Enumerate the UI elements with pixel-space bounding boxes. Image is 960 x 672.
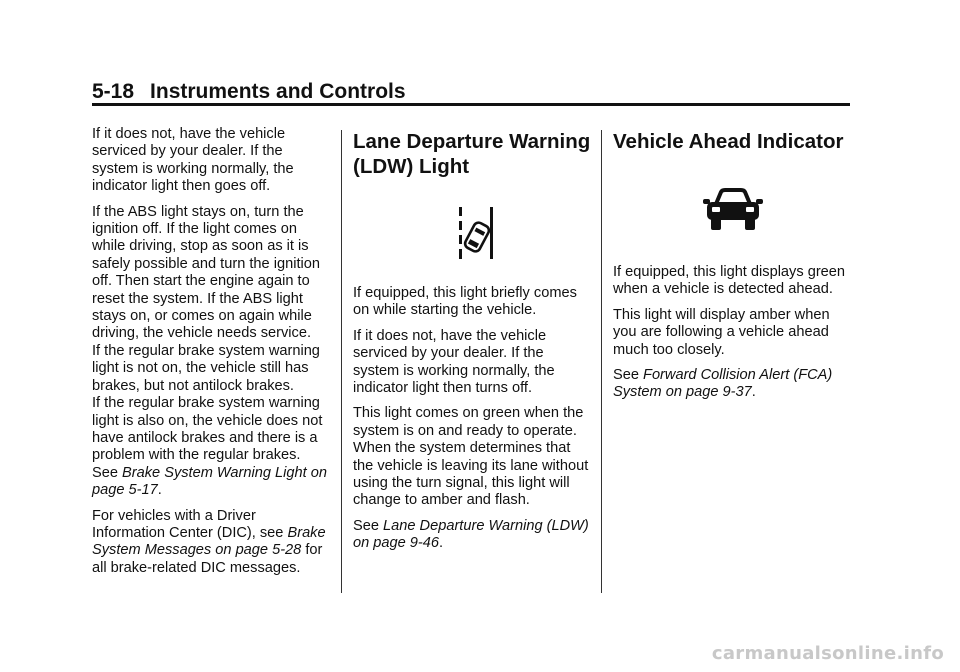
paragraph-text: If the regular brake system warning light is also on, the vehicle does not have antilock brakes and there is a problem with the regular brakes. — [92, 395, 323, 464]
page-header — [92, 80, 406, 104]
paragraph — [613, 367, 853, 402]
punctuation: . — [751, 384, 756, 401]
lane-departure-icon — [353, 205, 593, 261]
paragraph-text: for all brake-related DIC messages. — [92, 542, 323, 576]
paragraph: This light will display amber when you are following a vehicle ahead much too closely. — [613, 306, 830, 358]
punctuation: . — [157, 482, 162, 499]
header-rule — [92, 103, 850, 106]
paragraph: If it does not, have the vehicle serviced by your dealer. If the system is working normally, the indicator light then goes off. — [92, 126, 294, 195]
cross-reference-link[interactable]: Brake System Warning Light on page 5-17 — [92, 464, 327, 499]
paragraph — [353, 518, 593, 553]
punctuation: . — [439, 535, 444, 552]
paragraph-text: For vehicles with a Driver Information Center (DIC), see — [92, 507, 288, 541]
paragraph — [92, 508, 332, 578]
column-divider — [341, 130, 342, 593]
paragraph: If equipped, this light briefly comes on while starting the vehicle. — [353, 285, 577, 319]
cross-reference-link[interactable]: Brake System Messages on page 5-28 — [92, 524, 326, 559]
see-text: See — [92, 464, 123, 481]
heading-line: Lane Departure Warning — [353, 130, 591, 153]
cross-reference-link[interactable]: Lane Departure Warning (LDW) on page 9-46 — [353, 517, 589, 552]
paragraph — [92, 395, 332, 499]
vehicle-ahead-icon — [613, 188, 853, 232]
heading-line: (LDW) Light — [353, 155, 470, 178]
section-heading: Vehicle Ahead Indicator — [613, 130, 844, 153]
paragraph: If the regular brake system warning light is not on, the vehicle still has brakes, but not antilock brakes. — [92, 342, 320, 394]
column-1 — [92, 126, 332, 585]
paragraph: If the ABS light stays on, turn the ignition off. If the light comes on while driving, stop as soon as it is safely possible and turn the ignition off. Then start the engine again to reset the system. If the ABS light stays on, or comes on again while driving, the vehicle needs service. — [92, 203, 320, 342]
page-number: 5-18 — [92, 80, 135, 103]
watermark: carmanualsonline.info — [711, 643, 944, 664]
paragraph: If it does not, have the vehicle serviced by your dealer. If the system is working normally, the indicator light then turns off. — [353, 327, 555, 397]
column-divider — [601, 130, 602, 593]
paragraph: If equipped, this light displays green when a vehicle is detected ahead. — [613, 264, 846, 298]
column-3 — [613, 126, 853, 410]
see-text: See — [353, 517, 384, 534]
see-text: See — [613, 367, 644, 384]
paragraph: This light comes on green when the system is on and ready to operate. When the system determines that the vehicle is leaving its lane without using the turn signal, this light will change to amber and flash. — [353, 405, 589, 509]
section-title: Instruments and Controls — [150, 80, 406, 103]
section-heading — [353, 129, 593, 179]
cross-reference-link[interactable]: Forward Collision Alert (FCA) System on page 9-37 — [613, 367, 833, 401]
column-2 — [353, 126, 593, 561]
